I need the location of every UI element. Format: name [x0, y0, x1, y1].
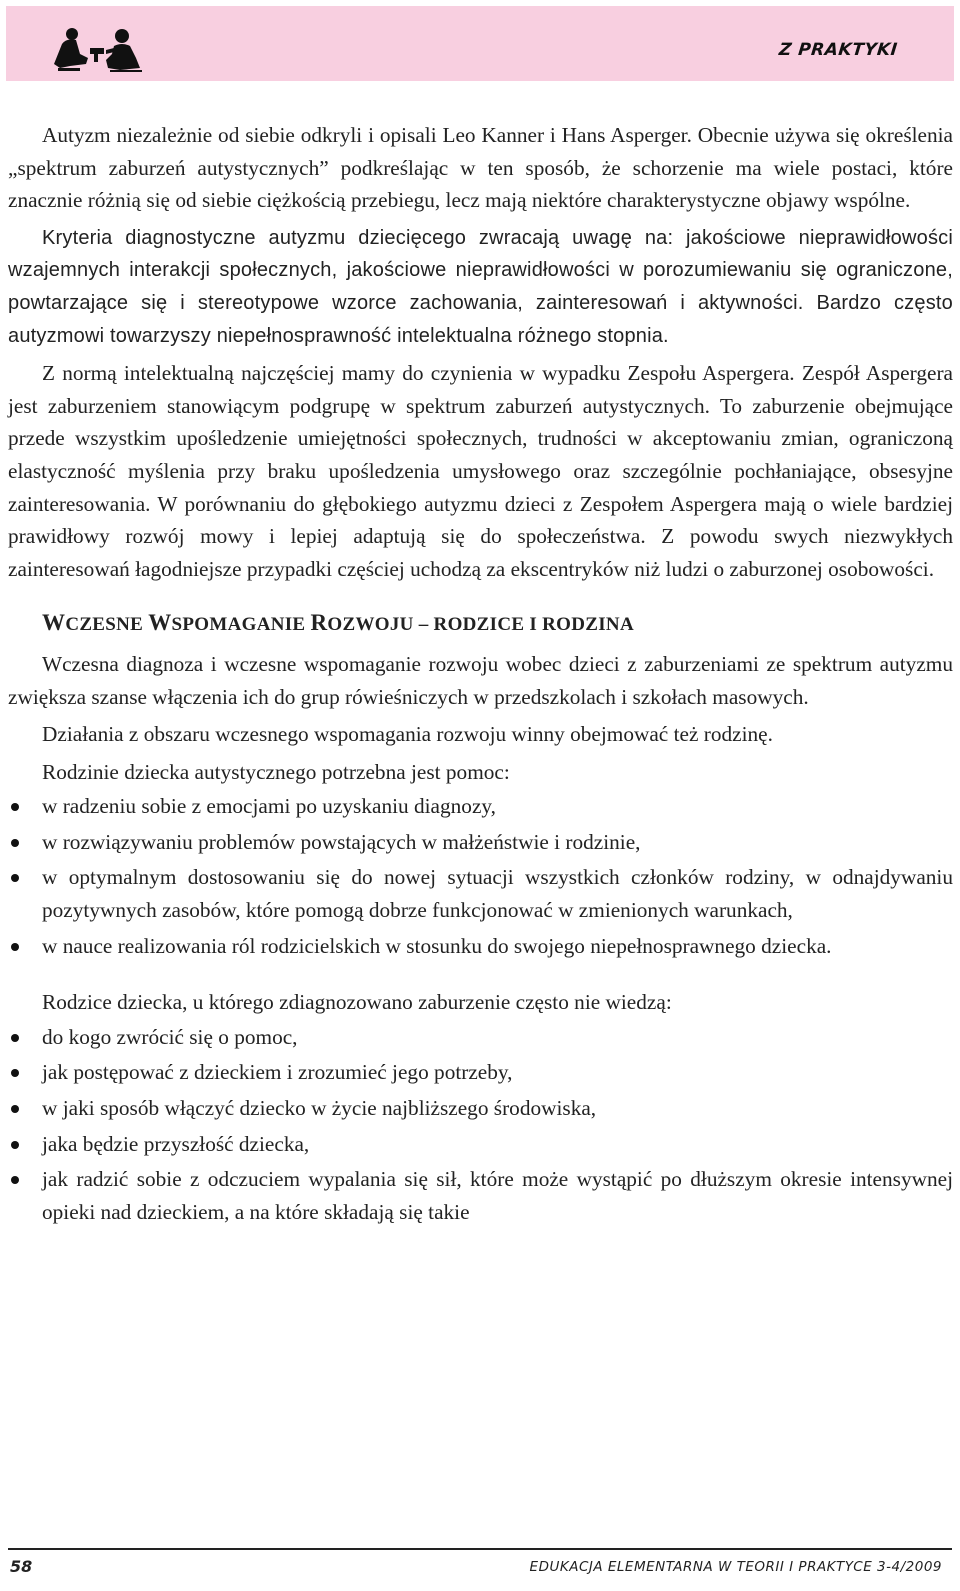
list-item: do kogo zwrócić się o pomoc, — [8, 1021, 953, 1054]
paragraph-help-intro: Rodzinie dziecka autystycznego potrzebna jest pomoc: — [42, 759, 510, 784]
page-footer — [8, 1548, 952, 1588]
footer-divider — [8, 1548, 952, 1550]
children-silhouette-icon — [50, 24, 150, 74]
list-item: w nauce realizowania ról rodzicielskich w stosunku do swojego niepełnosprawnego dziecka. — [8, 930, 953, 963]
paragraph-early-diagnosis: Wczesna diagnoza i wczesne wspomaganie rozwoju wobec dzieci z zaburzeniami ze spektrum autyzmu zwiększa szanse włączenia ich do grup rówieśniczych w przedszkolach i szkołach masowych. — [8, 651, 953, 709]
list-item: w rozwiązywaniu problemów powstających w małżeństwie i rodzinie, — [8, 826, 953, 859]
page-number: 58 — [10, 1557, 33, 1576]
page-header — [6, 6, 954, 81]
paragraph-criteria: Kryteria diagnostyczne autyzmu dziecięcego zwracają uwagę na: jakościowe nieprawidłowości wzajemnych interakcji społecznych, jakościowe nieprawidłowości w porozumiewaniu się ograniczone, powtarzające się i stereotypowe wzorce zachowania, zainteresowań i aktywności. Bardzo często autyzmowi towarzyszy niepełnosprawność intelektualna różnego stopnia. — [8, 226, 953, 347]
journal-name: EDUKACJA ELEMENTARNA W TEORII I PRAKTYCE 3-4/2009 — [529, 1559, 942, 1575]
paragraph-family-support: Działania z obszaru wczesnego wspomagania rozwoju winny obejmować też rodzinę. — [42, 722, 773, 747]
list-item: jak radzić sobie z odczuciem wypalania się sił, które może wystąpić po dłuższym okresie intensywnej opieki nad dzieckiem, a na które składają się takie — [8, 1163, 953, 1228]
paragraph-asperger: Z normą intelektualną najczęściej mamy do czynienia w wypadku Zespołu Aspergera. Zespół Aspergera jest zaburzeniem stanowiącym podgrupę w spektrum zaburzeń autystycznych. To zaburzenie obejmujące przede wszystkim upośledzenie umiejętności społecznych, trudności w akceptowaniu zmian, ograniczoną elastyczność myślenia przy braku upośledzenia umysłowego oraz szczególnie pochłaniające, obsesyjne zainteresowania. W porównaniu do głębokiego autyzmu dzieci z Zespołem Aspergera mają o wiele bardziej prawidłowy rozwój mowy i lepiej adaptują się do społeczeństwa. Z powodu swych niezwykłych zainteresowań łagodniejsze przypadki częściej uchodzą za ekscentryków niż ludzi o zaburzonej osobowości. — [8, 361, 953, 581]
article-body — [8, 119, 953, 1231]
section-heading: WCZESNE WSPOMAGANIE ROZWOJU – RODZICE I RODZINA — [42, 610, 634, 636]
help-list — [8, 790, 953, 962]
paragraph-parents-intro: Rodzice dziecka, u którego zdiagnozowano zaburzenie często nie wiedzą: — [42, 990, 672, 1015]
list-item: w jaki sposób włączyć dziecko w życie najbliższego środowiska, — [8, 1092, 953, 1125]
list-item: w radzeniu sobie z emocjami po uzyskaniu diagnozy, — [8, 790, 953, 823]
paragraph-intro: Autyzm niezależnie od siebie odkryli i opisali Leo Kanner i Hans Asperger. Obecnie używa się określenia „spektrum zaburzeń autystycznych” podkreślając w ten sposób, że schorzenie ma wiele postaci, które znacznie różnią się od siebie ciężkością przebiegu, lecz mają niektóre charakterystyczne objawy wspólne. — [8, 123, 953, 213]
section-tag: Z PRAKTYKI — [778, 40, 900, 60]
list-item: jak postępować z dzieckiem i zrozumieć jego potrzeby, — [8, 1056, 953, 1089]
unknowns-list — [8, 1021, 953, 1229]
list-item: w optymalnym dostosowaniu się do nowej sytuacji wszystkich członków rodziny, w odnajdywaniu pozytywnych zasobów, które pomogą dobrze funkcjonować w zmienionych warunkach, — [8, 861, 953, 926]
list-item: jaka będzie przyszłość dziecka, — [8, 1128, 953, 1161]
